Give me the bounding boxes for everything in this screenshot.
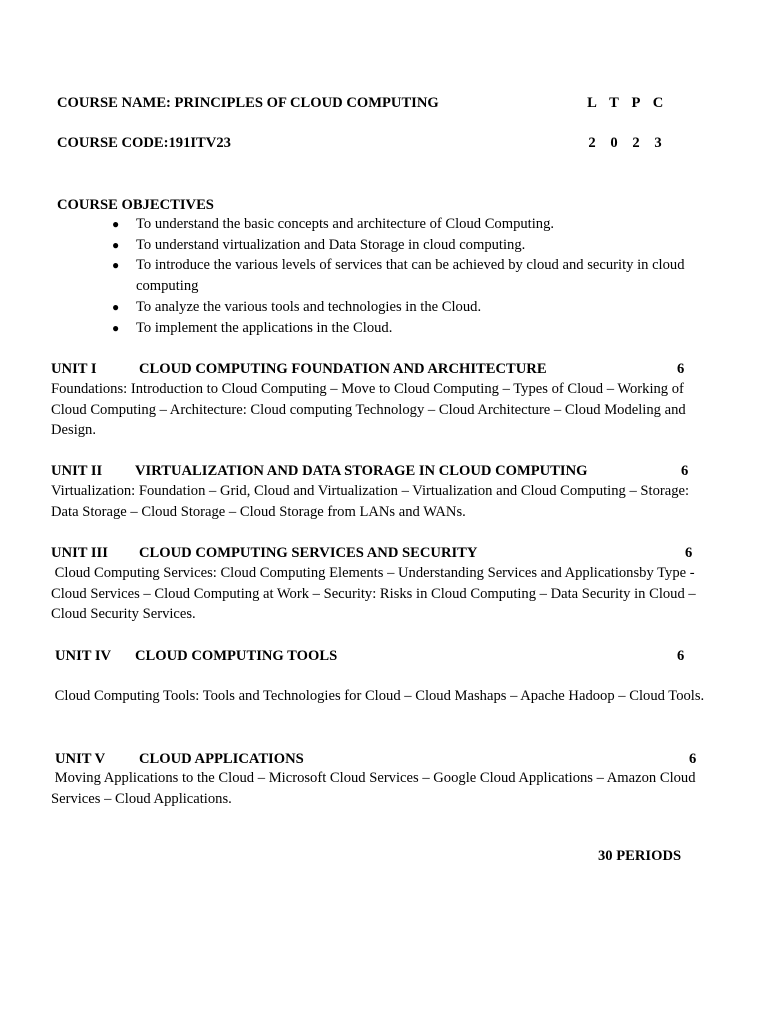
unit-1-content: Foundations: Introduction to Cloud Computing – Move to Cloud Computing – Types of Cloud – Working of Cloud Computing – Architecture: Cloud computing Technology – Cloud Architecture – Cloud Modeling and Design. bbox=[51, 381, 686, 439]
unit-1-hours: 6 bbox=[677, 361, 685, 377]
bullet-icon: ● bbox=[112, 258, 120, 273]
list-item: ● To introduce the various levels of services that can be achieved by cloud and security in cloud computing bbox=[112, 257, 685, 295]
unit-3-hours: 6 bbox=[685, 545, 693, 561]
unit-2-title: VIRTUALIZATION AND DATA STORAGE IN CLOUD COMPUTING bbox=[135, 463, 588, 479]
unit-5-label: UNIT V bbox=[55, 751, 106, 767]
unit-3-content: Cloud Computing Services: Cloud Computing Elements – Understanding Services and Applicationsby Type - Cloud Services – Cloud Computing at Work – Security: Risks in Cloud Computing – Data Security in Cloud – Cloud Security Services. bbox=[51, 565, 702, 623]
unit-5-content: Moving Applications to the Cloud – Microsoft Cloud Services – Google Cloud Applications – Amazon Cloud Services – Cloud Applications. bbox=[51, 770, 700, 807]
bullet-icon: ● bbox=[112, 320, 120, 335]
unit-4-content: Cloud Computing Tools: Tools and Technologies for Cloud – Cloud Mashaps – Apache Hadoop – Cloud Tools. bbox=[51, 688, 705, 704]
unit-2-hours: 6 bbox=[681, 463, 689, 479]
course-name: COURSE NAME: PRINCIPLES OF CLOUD COMPUTING bbox=[57, 95, 439, 111]
unit-4-title: CLOUD COMPUTING TOOLS bbox=[135, 648, 338, 664]
unit-2-content: Virtualization: Foundation – Grid, Cloud and Virtualization – Virtualization and Cloud Computing – Storage: Data Storage – Cloud Storage – Cloud Storage from LANs and WANs. bbox=[51, 483, 690, 520]
ltpc-header-t: T bbox=[609, 95, 619, 111]
objectives-list bbox=[108, 214, 708, 338]
list-item: ● To understand virtualization and Data Storage in cloud computing. bbox=[108, 235, 708, 256]
unit-4-hours: 6 bbox=[677, 648, 685, 664]
bullet-icon: ● bbox=[112, 299, 120, 314]
ltpc-value-c: 3 bbox=[654, 135, 662, 151]
unit-4-label: UNIT IV bbox=[55, 648, 112, 664]
unit-2-label: UNIT II bbox=[51, 463, 103, 479]
unit-5-title: CLOUD APPLICATIONS bbox=[139, 751, 304, 767]
unit-3-label: UNIT III bbox=[51, 545, 108, 561]
list-item: ● To implement the applications in the Cloud. bbox=[108, 318, 708, 339]
ltpc-value-p: 2 bbox=[632, 135, 640, 151]
unit-1-label: UNIT I bbox=[51, 361, 97, 377]
ltpc-header-p: P bbox=[631, 95, 641, 111]
unit-5-hours: 6 bbox=[689, 751, 697, 767]
unit-3-title: CLOUD COMPUTING SERVICES AND SECURITY bbox=[139, 545, 478, 561]
bullet-icon: ● bbox=[112, 217, 120, 231]
unit-1-title: CLOUD COMPUTING FOUNDATION AND ARCHITECTURE bbox=[139, 361, 547, 377]
course-code: COURSE CODE:191ITV23 bbox=[57, 135, 231, 151]
ltpc-values bbox=[582, 134, 670, 152]
ltpc-header-l: L bbox=[587, 95, 597, 111]
ltpc-value-l: 2 bbox=[588, 135, 596, 151]
list-item: ● To understand the basic concepts and architecture of Cloud Computing. bbox=[108, 214, 708, 235]
objectives-heading: COURSE OBJECTIVES bbox=[57, 197, 214, 213]
ltpc-header-c: C bbox=[652, 95, 664, 111]
total-periods: 30 PERIODS bbox=[598, 848, 682, 864]
ltpc-value-t: 0 bbox=[610, 135, 618, 151]
list-item: ● To analyze the various tools and technologies in the Cloud. bbox=[108, 297, 708, 318]
ltpc-headers bbox=[582, 94, 670, 112]
bullet-icon: ● bbox=[112, 237, 120, 252]
